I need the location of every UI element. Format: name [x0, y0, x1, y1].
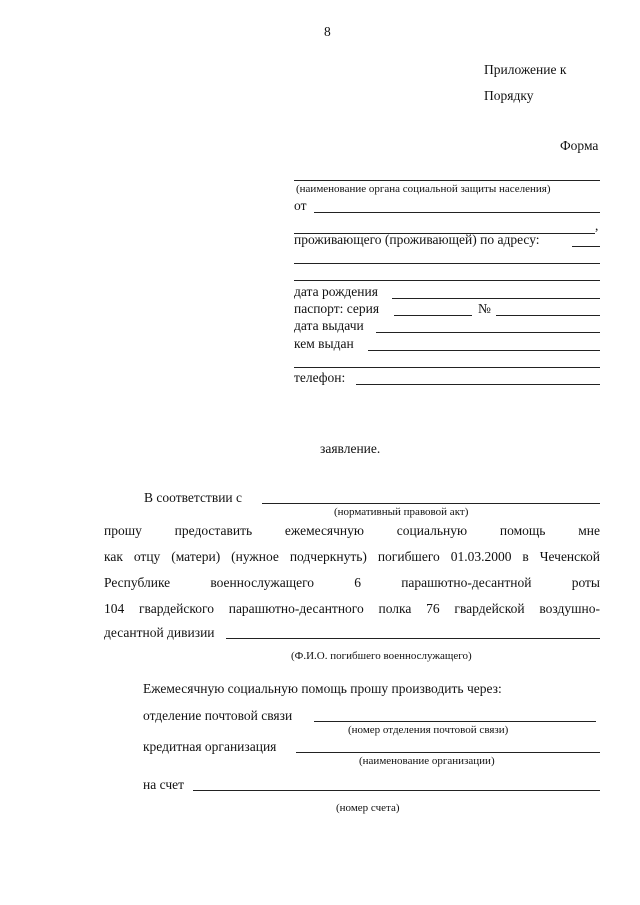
fio-caption: (Ф.И.О. погибшего военнослужащего): [291, 650, 472, 662]
payment-intro: Ежемесячную социальную помощь прошу производить через:: [143, 681, 502, 696]
body-line-3: Республике военнослужащего 6 парашютно-десантной роты: [104, 575, 600, 590]
issue-date-line[interactable]: [376, 332, 600, 333]
address-line-3[interactable]: [294, 280, 600, 281]
from-line[interactable]: [314, 212, 600, 213]
issue-date-label: дата выдачи: [294, 318, 364, 333]
issued-by-label: кем выдан: [294, 336, 354, 351]
phone-label: телефон:: [294, 370, 346, 385]
birth-date-line[interactable]: [392, 298, 600, 299]
account-label: на счет: [143, 777, 184, 792]
passport-series-label: паспорт: серия: [294, 301, 380, 316]
number-sign: №: [478, 301, 491, 316]
account-caption: (номер счета): [336, 802, 400, 814]
fio-line[interactable]: [226, 638, 600, 639]
legal-act-line[interactable]: [262, 503, 600, 504]
from-label: от: [294, 198, 307, 213]
body-line-5: десантной дивизии: [104, 625, 215, 640]
issued-by-line[interactable]: [368, 350, 600, 351]
appendix-order-label: Порядку: [484, 88, 534, 103]
credit-org-label: кредитная организация: [143, 739, 277, 754]
org-name-line[interactable]: [294, 180, 600, 181]
issued-by-line-2[interactable]: [294, 367, 600, 368]
body-line-1: прошу предоставить ежемесячную социальную помощь мне: [104, 523, 600, 538]
legal-act-caption: (нормативный правовой акт): [334, 506, 469, 518]
passport-number-line[interactable]: [496, 315, 600, 316]
comma: ,: [595, 218, 599, 233]
account-line[interactable]: [193, 790, 600, 791]
according-label: В соответствии с: [144, 490, 243, 505]
post-office-label: отделение почтовой связи: [143, 708, 293, 723]
body-line-4: 104 гвардейского парашютно-десантного полка 76 гвардейской воздушно-: [104, 601, 600, 616]
credit-org-caption: (наименование организации): [359, 755, 495, 767]
post-office-caption: (номер отделения почтовой связи): [348, 724, 509, 736]
post-office-line[interactable]: [314, 721, 596, 722]
appendix-label: Приложение к: [484, 62, 567, 77]
form-label: Форма: [560, 138, 599, 153]
org-name-caption: (наименование органа социальной защиты населения): [296, 183, 551, 195]
address-line-2[interactable]: [294, 263, 600, 264]
body-line-2: как отцу (матери) (нужное подчеркнуть) погибшего 01.03.2000 в Чеченской: [104, 549, 600, 564]
document-title: заявление.: [320, 441, 381, 456]
page-number: 8: [324, 24, 331, 39]
phone-line[interactable]: [356, 384, 600, 385]
address-label: проживающего (проживающей) по адресу:: [294, 232, 540, 247]
birth-date-label: дата рождения: [294, 284, 378, 299]
address-line[interactable]: [572, 246, 600, 247]
passport-series-line[interactable]: [394, 315, 472, 316]
credit-org-line[interactable]: [296, 752, 600, 753]
